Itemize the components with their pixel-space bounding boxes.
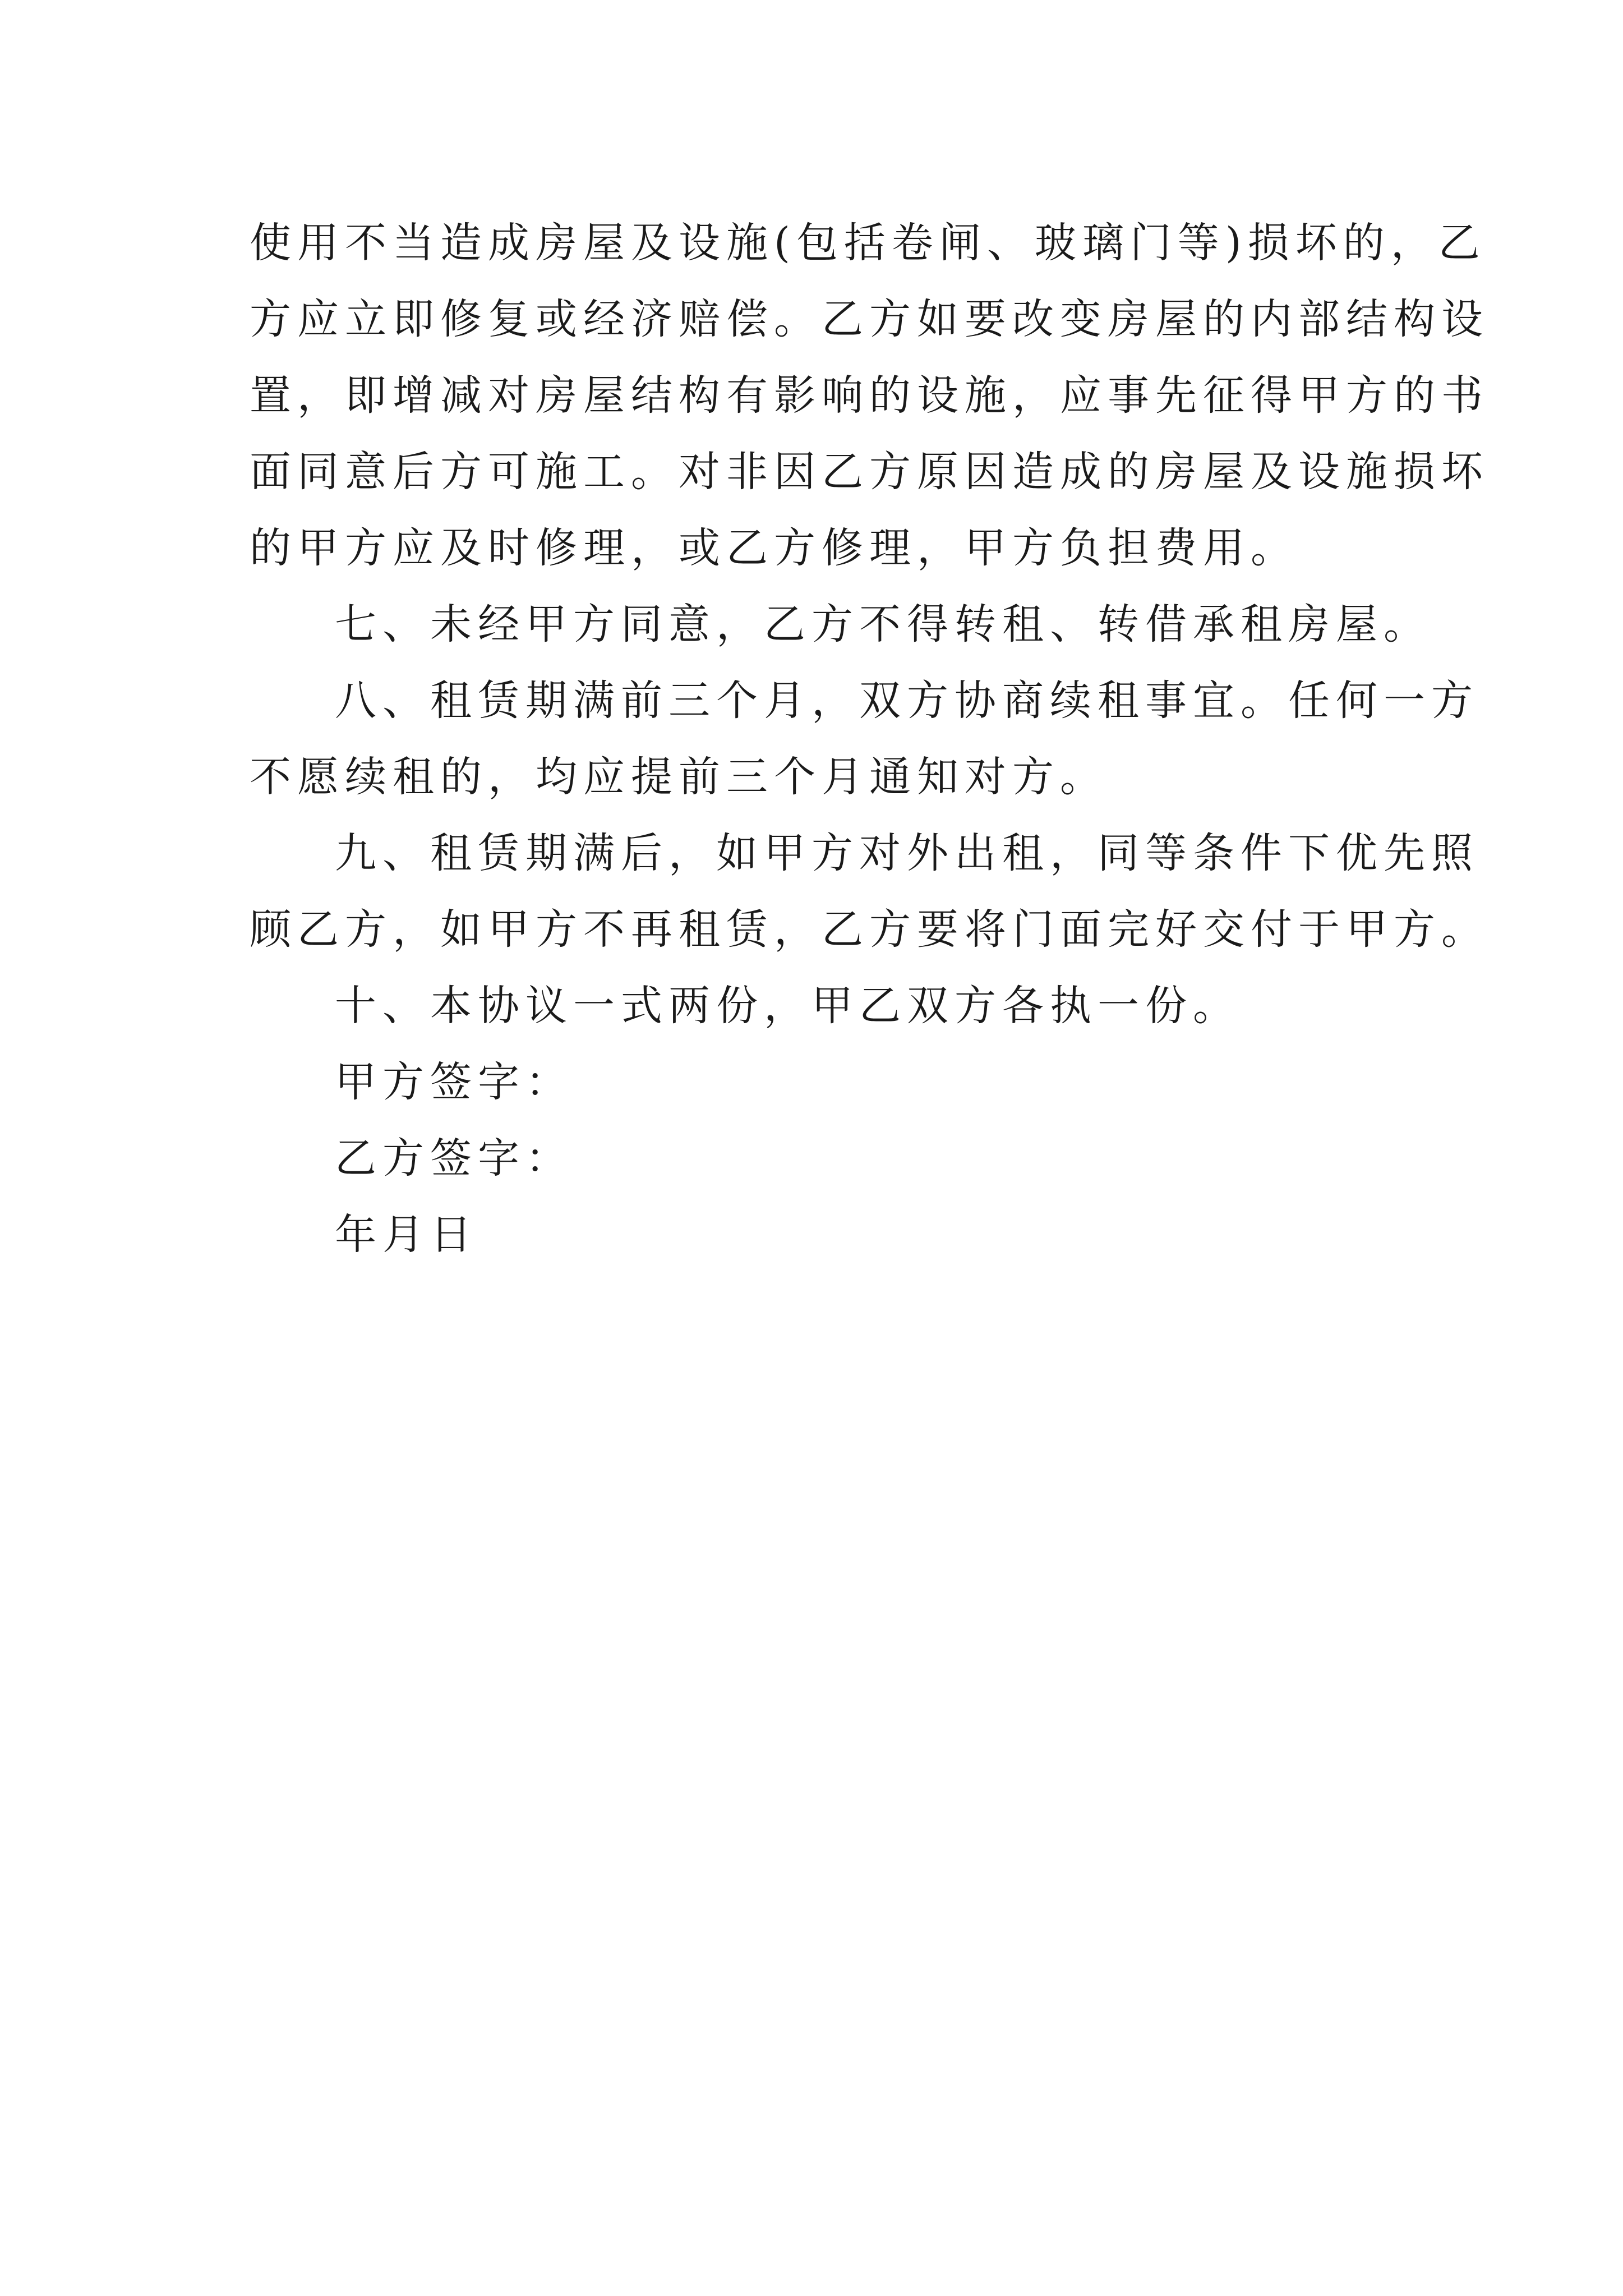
clause-10: 十、本协议一式两份，甲乙双方各执一份。 — [335, 982, 1241, 1030]
clause-9-line-2: 顾乙方，如甲方不再租赁，乙方要将门面完好交付于甲方。 — [250, 905, 1489, 954]
signing-date: 年月日 — [335, 1211, 478, 1259]
clause-6-line-2: 方应立即修复或经济赔偿。乙方如要改变房屋的内部结构设 — [250, 295, 1489, 343]
party-a-signature: 甲方签字： — [335, 1058, 573, 1106]
clause-6-line-1: 使用不当造成房屋及设施(包括卷闸、玻璃门等)损坏的，乙 — [250, 219, 1486, 267]
clause-8-line-1: 八、租赁期满前三个月，双方协商续租事宜。任何一方 — [335, 677, 1479, 725]
clause-8-line-2: 不愿续租的，均应提前三个月通知对方。 — [250, 753, 1108, 801]
document-body — [250, 205, 1489, 1273]
clause-6-line-3: 置，即增减对房屋结构有影响的设施，应事先征得甲方的书 — [250, 371, 1489, 420]
clause-7: 七、未经甲方同意，乙方不得转租、转借承租房屋。 — [335, 600, 1431, 648]
party-b-signature: 乙方签字： — [335, 1134, 573, 1182]
clause-9-line-1: 九、租赁期满后，如甲方对外出租，同等条件下优先照 — [335, 829, 1479, 877]
clause-6-line-4: 面同意后方可施工。对非因乙方原因造成的房屋及设施损坏 — [250, 448, 1489, 496]
clause-6-line-5: 的甲方应及时修理，或乙方修理，甲方负担费用。 — [250, 524, 1298, 572]
